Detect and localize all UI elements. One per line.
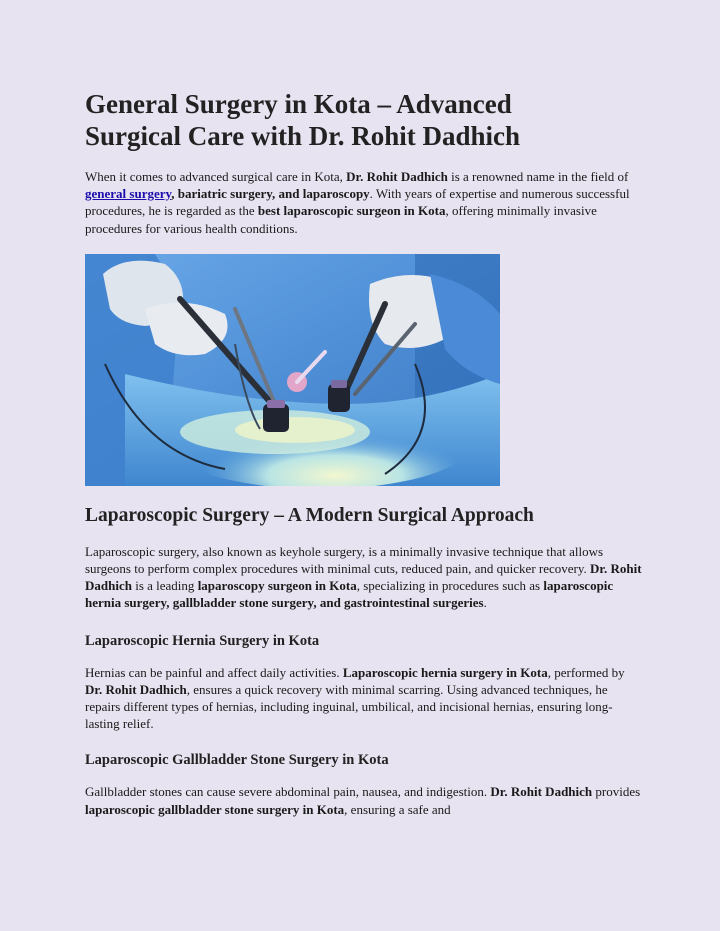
intro-bold-specialties: , bariatric surgery, and laparoscopy [171,186,370,202]
intro-text-3: . With years of expertise and numerous successful procedures, he is regarded as the [85,186,630,219]
section-heading-hernia: Laparoscopic Hernia Surgery in Kota [85,632,320,649]
general-surgery-link[interactable]: general surgery [85,186,172,202]
intro-paragraph [85,168,645,237]
section-heading-gallbladder: Laparoscopic Gallbladder Stone Surgery in Kota [85,752,389,769]
gallbladder-paragraph [85,783,645,817]
laparoscopic-paragraph [85,543,645,612]
title-line-1: General Surgery in Kota – Advanced [85,89,512,119]
gall-bold-surgery: laparoscopic gallbladder stone surgery in Kota [85,801,345,817]
title-line-2: Surgical Care with Dr. Rohit Dadhich [85,121,521,151]
hernia-paragraph [85,664,645,733]
laparoscopic-surgery-photo [85,254,500,486]
lap-text-1: Laparoscopic surgery, also known as keyhole surgery, is a minimally invasive technique that allows surgeons to perform complex procedures with minimal cuts, reduced pain, and quicker recovery. [85,543,604,577]
lap-text-2: is a leading [131,578,198,594]
hernia-text-1: Hernias can be painful and affect daily activities. [85,664,343,680]
hernia-text-2: , performed by [547,664,625,680]
intro-bold-best-surgeon: best laparoscopic surgeon in Kota [257,203,446,219]
hernia-bold-surgery: Laparoscopic hernia surgery in Kota [342,664,548,680]
article [85,88,645,818]
lap-bold-procedures: laparoscopic hernia surgery, gallbladder stone surgery, and gastrointestinal surgeries [85,578,614,611]
gall-text-2: provides [592,784,641,800]
lap-text-4: . [483,595,487,611]
intro-bold-doctor: Dr. Rohit Dadhich [346,169,448,184]
lap-text-3: , specializing in procedures such as [356,578,544,594]
intro-text-1: When it comes to advanced surgical care in Kota, [85,169,347,184]
gall-text-1: Gallbladder stones can cause severe abdominal pain, nausea, and indigestion. [85,784,491,800]
intro-text-2: is a renowned name in the field of [447,169,629,184]
page-title [85,88,645,152]
lap-bold-surgeon: laparoscopy surgeon in Kota [197,578,357,594]
gall-text-3: , ensuring a safe and [344,801,451,817]
hernia-text-3: , ensures a quick recovery with minimal scarring. Using advanced techniques, he repairs different types of hernias, including inguinal, umbilical, and incisional hernias, ensuring long-lasting relief. [85,681,613,732]
gall-bold-doctor: Dr. Rohit Dadhich [490,784,593,800]
section-heading-laparoscopic: Laparoscopic Surgery – A Modern Surgical Approach [85,504,534,526]
intro-text-4: , offering minimally invasive procedures for various health conditions. [85,203,597,236]
lap-bold-doctor: Dr. Rohit Dadhich [85,561,642,594]
surgery-illustration [85,254,500,486]
hernia-bold-doctor: Dr. Rohit Dadhich [85,681,187,697]
